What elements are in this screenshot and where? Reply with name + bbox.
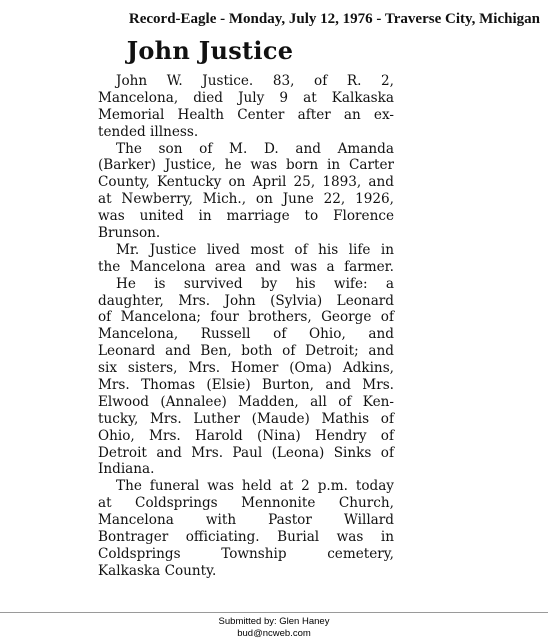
article-line: John W. Justice. 83, of R. 2, [116, 73, 394, 89]
article-line: at Coldsprings Mennonite Church, [98, 495, 394, 512]
submitter-email: bud@ncweb.com [237, 628, 311, 639]
submitted-by-text: Submitted by: Glen Haney [218, 616, 330, 627]
article-line: of Mancelona; four brothers, George of [98, 309, 394, 326]
article-line: Mancelona, Russell of Ohio, and [98, 326, 394, 343]
article-line: Mrs. Thomas (Elsie) Burton, and Mrs. [98, 377, 394, 394]
article-line: the Mancelona area and was a farmer. [98, 258, 394, 275]
article-line: Coldsprings Township cemetery, [98, 545, 394, 562]
article-line: was united in marriage to Florence [98, 208, 394, 225]
article-line: Bontrager officiating. Burial was in [98, 529, 394, 546]
article-line: Mancelona with Pastor Willard [98, 512, 394, 529]
submission-footer [0, 612, 548, 644]
article-line: six sisters, Mrs. Homer (Oma) Adkins, [98, 360, 394, 377]
article-line: The son of M. D. and Amanda [116, 140, 394, 157]
article-line: tended illness. [98, 123, 199, 140]
article-line: at Newberry, Mich., on June 22, 1926, [98, 191, 394, 208]
article-line: (Barker) Justice, he was born in Carter [98, 157, 394, 174]
article-line: County, Kentucky on April 25, 1893, and [98, 174, 394, 191]
article-line: Mancelona, died July 9 at Kalkaska [98, 89, 394, 106]
article-line: Brunson. [98, 225, 161, 242]
article-line: Mr. Justice lived most of his life in [116, 241, 394, 258]
article-line: Elwood (Annalee) Madden, all of Ken- [98, 393, 394, 410]
article-line: He is survived by his wife: a [116, 275, 394, 292]
article-line: Kalkaska County. [98, 562, 217, 579]
article-line: The funeral was held at 2 p.m. today [116, 478, 394, 495]
article-line: Indiana. [98, 461, 155, 478]
article-line: Memorial Health Center after an ex- [98, 106, 394, 123]
article-line: daughter, Mrs. John (Sylvia) Leonard [98, 292, 394, 309]
obituary-text [98, 73, 394, 580]
newspaper-dateline: Record-Eagle - Monday, July 12, 1976 - Traverse City, Michigan [128, 11, 540, 27]
obituary-title: John Justice [126, 36, 294, 65]
article-line: Leonard and Ben, both of Detroit; and [98, 343, 394, 360]
article-line: tucky, Mrs. Luther (Maude) Mathis of [98, 410, 394, 427]
article-line: Ohio, Mrs. Harold (Nina) Hendry of [98, 427, 394, 444]
article-line: Detroit and Mrs. Paul (Leona) Sinks of [98, 444, 394, 461]
